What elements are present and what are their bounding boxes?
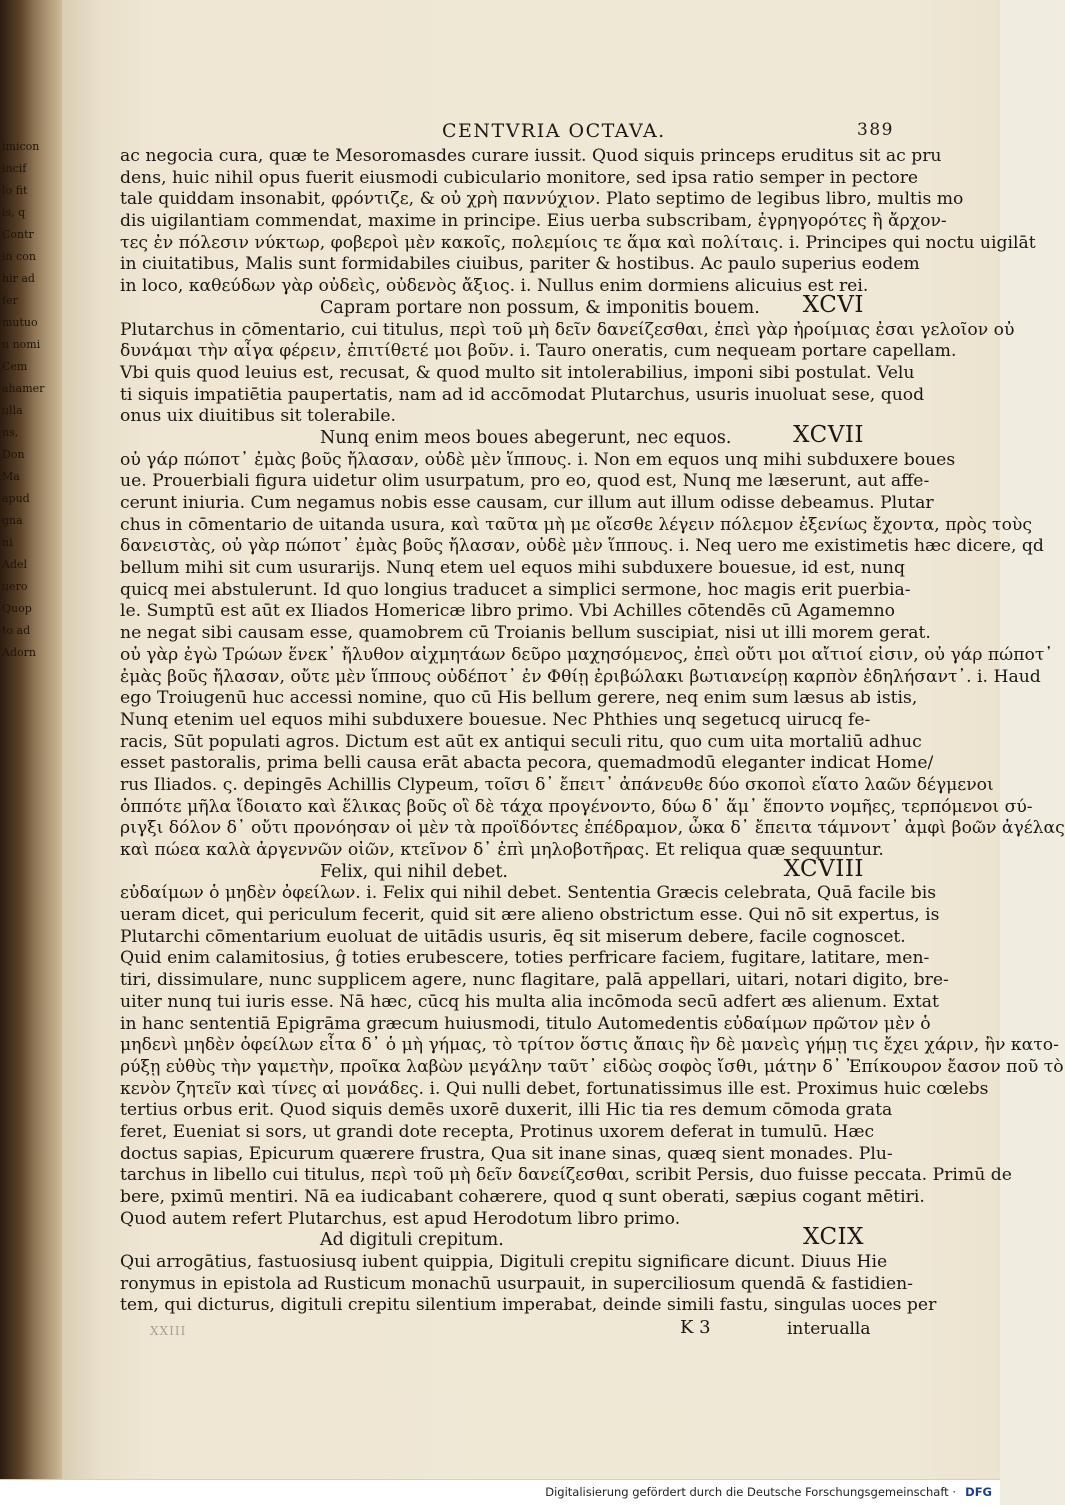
margin-fragment: ns, bbox=[2, 426, 19, 439]
adage-title: Felix, qui nihil debet. bbox=[320, 861, 508, 882]
catchword: interualla bbox=[787, 1319, 871, 1340]
running-head bbox=[442, 120, 922, 142]
section-heading bbox=[120, 291, 864, 320]
margin-fragment: imicon bbox=[2, 140, 40, 153]
text-line: quicq mei abstulerunt. Id quo longius traducet a simplici sermone, hoc magis erit puerbia- bbox=[120, 579, 911, 600]
margin-fragment: fer bbox=[2, 294, 18, 307]
text-line: tem, qui dicturus, digituli crepitu silentium imperabat, deinde simili fastu, singulas uoces per bbox=[120, 1295, 937, 1316]
adage-number: XCIX bbox=[802, 1224, 864, 1251]
adage-number: XCVII bbox=[793, 421, 864, 448]
text-line: tiri, dissimulare, nunc supplicem agere, nunc flagitare, palā appellari, uitari, notari digito, bre- bbox=[120, 970, 949, 991]
adage-title: Capram portare non possum, & imponitis bouem. bbox=[320, 297, 760, 318]
running-head-title: CENTVRIA OCTAVA. bbox=[442, 120, 666, 142]
margin-fragment: Ma bbox=[2, 470, 20, 483]
text-line: in loco, καθεύδων γὰρ οὐδεὶς, οὐδενὸς ἄξιος. i. Nullus enim dormiens alicuius est rei. bbox=[120, 276, 869, 297]
text-line: ue. Prouerbiali figura uidetur olim usurpatum, pro eo, quod est, Nunq me læserunt, aut affe- bbox=[120, 471, 930, 492]
footer-bar bbox=[0, 1479, 1000, 1505]
margin-fragment: Quop bbox=[2, 602, 32, 615]
text-line: ego Troiugenū huc accessi nomine, quo cū His bellum gerere, neq enim sum læsus ab istis, bbox=[120, 688, 918, 709]
text-line: δυνάμαι τὴν αἶγα φέρειν, ἐπιτίθετέ μοι βοῦν. i. Tauro oneratis, cum nequeam portare capellam. bbox=[120, 341, 957, 362]
text-line: οὐ γὰρ ἐγὼ Τρώων ἕνεκ᾽ ἤλυθον αἰχμητάων δεῦρο μαχησόμενος, ἐπεὶ οὔτι μοι αἴτιοί εἰσιν, οὐ γάρ πώποτ᾽ bbox=[120, 644, 1053, 665]
margin-fragment: is, q bbox=[2, 206, 26, 219]
section-heading bbox=[120, 421, 864, 450]
folio-number: 389 bbox=[857, 120, 894, 140]
margin-fragment: in con bbox=[2, 250, 36, 263]
text-line: ne negat sibi causam esse, quamobrem cū Troianis bellum suscipiat, nisi ut illi morem gerat. bbox=[120, 623, 931, 644]
margin-fragment: apud bbox=[2, 492, 30, 505]
section-heading bbox=[120, 855, 864, 884]
signature-mark: K 3 bbox=[680, 1317, 711, 1339]
margin-fragment: ni bbox=[2, 536, 13, 549]
margin-fragment: Cem bbox=[2, 360, 28, 373]
margin-fragment: ahamer bbox=[2, 382, 45, 395]
book-page bbox=[62, 0, 1065, 1480]
text-line: μηδενὶ μηδὲν ὀφείλων εἶτα δ᾽ ὁ μὴ γήμας, τὸ τρίτον ὅστις ἄπαις ἢν δὲ μανεὶς γήμῃ τις ἔχει χάριν, ἢν κατο- bbox=[120, 1035, 1059, 1056]
text-line: rus Iliados. ς. depingēs Achillis Clypeum, τοῖσι δ᾽ ἔπειτ᾽ ἀπάνευθε δύο σκοποὶ εἵατο λαῶν δέγμενοι bbox=[120, 774, 994, 795]
adage-title: Ad digituli crepitum. bbox=[320, 1230, 504, 1251]
text-line: ρύξῃ εὐθὺς τὴν γαμετὴν, προῖκα λαβὼν μεγάλην ταῦτ᾽ εἰδὼς σοφὸς ἴσθι, μάτην δ᾽ Ἐπίκουρον ἔασον ποῦ τὸ bbox=[120, 1056, 1064, 1077]
text-line: in ciuitatibus, Malis sunt formidabiles ciuibus, pariter & hostibus. Ac paulo superius eodem bbox=[120, 254, 920, 275]
margin-fragment: gna bbox=[2, 514, 23, 527]
text-line: κενὸν ζητεῖν καὶ τίνες αἱ μονάδες. i. Qui nulli debet, fortunatissimus ille est. Proximus huic cœlebs bbox=[120, 1078, 989, 1099]
margin-fragment: u nomi bbox=[2, 338, 41, 351]
text-line: esset pastoralis, prima belli causa erāt abacta pecora, quemadmodū eleganter indicat Home/ bbox=[120, 753, 934, 774]
adage-number: XCVIII bbox=[783, 855, 864, 882]
margin-fragment: ulla bbox=[2, 404, 23, 417]
margin-fragment: Adel bbox=[2, 558, 28, 571]
text-line: dens, huic nihil opus fuerit eiusmodi cubiculario monitore, sed ipsa ratio semper in pectore bbox=[120, 167, 919, 188]
text-line: δανειστὰς, οὐ γὰρ πώποτ᾽ ἐμὰς βοῦς ἤλασαν, οὐδὲ μὲν ἵππους. i. Neq uero me existimetis hæc dicere, qd bbox=[120, 536, 1044, 557]
text-block bbox=[120, 146, 1065, 1343]
text-line: Quid enim calamitosius, ĝ toties erubescere, toties perfricare faciem, fugitare, latitare, men- bbox=[120, 948, 930, 969]
text-line: ronymus in epistola ad Rusticum monachū usurpauit, in superciliosum quendā & fastidien- bbox=[120, 1273, 913, 1294]
margin-fragment: lo fit bbox=[2, 184, 28, 197]
text-line: ἐμὰς βοῦς ἤλασαν, οὔτε μὲν ἵππους οὐδέποτ᾽ ἐν Φθίῃ ἐριβώλακι βωτιανείρῃ καρπὸν ἐδηλήσαντ᾽. i. Haud bbox=[120, 666, 1041, 687]
text-line: uiter nunq tui iuris esse. Nā hæc, cūcq his multa alia incōmoda secū adfert æs alienum. Extat bbox=[120, 991, 939, 1012]
signature-row bbox=[120, 1317, 871, 1343]
adage-number: XCVI bbox=[802, 291, 864, 318]
text-line: chus in cōmentario de uitanda usura, καὶ ταῦτα μὴ με οἴεσθε λέγειν πόλεμον ἐξενίως ἔχοντα, πρὸς τοὺς bbox=[120, 514, 1032, 535]
text-line: εὐδαίμων ὁ μηδὲν ὀφείλων. i. Felix qui nihil debet. Sententia Græcis celebrata, Quā facile bis bbox=[120, 883, 937, 904]
margin-fragment: Contr bbox=[2, 228, 34, 241]
margin-fragment: Don bbox=[2, 448, 25, 461]
text-line: οὐ γάρ πώποτ᾽ ἐμὰς βοῦς ἤλασαν, οὐδὲ μὲν ἵππους. i. Non em equos unq mihi subduxere boues bbox=[120, 449, 956, 470]
text-line: Nunq etenim uel equos mihi subduxere bouesue. Nec Phthies unq segetucq uirucq fe- bbox=[120, 709, 871, 730]
text-line: onus uix diuitibus sit tolerabile. bbox=[120, 406, 397, 427]
text-line: Vbi quis quod leuius est, recusat, & quod multo sit intolerabilius, imponi sibi postulat. Velu bbox=[120, 362, 915, 383]
section-heading bbox=[120, 1224, 864, 1252]
text-line: in hanc sententiā Epigrāma græcum huiusmodi, titulo Automedentis εὐδαίμων πρῶτον μὲν ὁ bbox=[120, 1013, 931, 1034]
margin-fragment: to ad bbox=[2, 624, 31, 637]
margin-fragment: mutuo bbox=[2, 316, 38, 329]
text-line: Plutarchus in cōmentario, cui titulus, περὶ τοῦ μὴ δεῖν δανείζεσθαι, ἐπεὶ γὰρ ἠροίμιας ἐσαι γελοῖον οὐ bbox=[120, 319, 1015, 340]
text-line: Quod autem refert Plutarchus, est apud Herodotum libro primo. bbox=[120, 1208, 681, 1229]
text-line: καὶ πώεα καλὰ ἀργεννῶν οἰῶν, κτεῖνον δ᾽ ἐπὶ μηλοβοτῆρας. Et reliqua quæ sequuntur. bbox=[120, 840, 884, 860]
library-stamp: XXIII bbox=[150, 1324, 187, 1339]
text-line: Plutarchi cōmentarium euoluat de uitādis usuris, ēq sit miserum debere, facile cognoscet. bbox=[120, 926, 906, 947]
margin-fragment: uero bbox=[2, 580, 28, 593]
dfg-logo[interactable]: DFG bbox=[965, 1485, 992, 1499]
text-line: doctus sapias, Epicurum quærere frustra, Qua sit inane sinas, quæq sient monades. Plu- bbox=[120, 1143, 893, 1164]
margin-fragment: Adorn bbox=[2, 646, 36, 659]
text-line: ueram dicet, qui periculum fecerit, quid sit ære alieno obstrictum esse. Qui nō sit expertus, is bbox=[120, 905, 940, 926]
text-line: tertius orbus erit. Quod siquis demēs uxorē duxerit, illi Hic tia res demum cōmoda grata bbox=[120, 1100, 893, 1121]
text-line: ti siquis impatiētia paupertatis, nam ad id accōmodat Plutarchus, usuris inuoluat sese, quod bbox=[120, 384, 925, 405]
text-line: cerunt iniuria. Cum negamus nobis esse causam, cur illum aut illum odisse debeamus. Plutar bbox=[120, 493, 934, 513]
text-line: Qui arrogātius, fastuosiusq iubent quippia, Digituli crepitu significare dicunt. Diuus Hie bbox=[120, 1252, 888, 1273]
text-line: feret, Eueniat si sors, ut grandi dote recepta, Protinus uxorem deferat in tumulū. Hæc bbox=[120, 1121, 875, 1142]
text-line: tarchus in libello cui titulus, περὶ τοῦ μὴ δεῖν δανείζεσθαι, scribit Persis, duo fuisse peccata. Primū de bbox=[120, 1165, 1012, 1186]
text-line: racis, Sūt populati agros. Dictum est aūt ex antiqui seculi ritu, quo cum uita mortaliū adhuc bbox=[120, 731, 922, 752]
margin-fragment: hir ad bbox=[2, 272, 35, 285]
text-line: τες ἐν πόλεσιν νύκτωρ, φοβεροὶ μὲν κακοῖς, πολεμίοις τε ἅμα καὶ πολίταις. i. Principes qui noctu uigilāt bbox=[120, 232, 1036, 253]
text-line: ac negocia cura, quæ te Mesoromasdes curare iussit. Quod siquis princeps eruditus sit ac pru bbox=[120, 146, 942, 166]
text-line: ὁππότε μῆλα ἴδοιατο καὶ ἕλικας βοῦς οἳ δὲ τάχα προγένοντο, δύω δ᾽ ἅμ᾽ ἕποντο νομῆες, τερπόμενοι σύ- bbox=[120, 796, 1033, 817]
previous-page-edge bbox=[0, 0, 45, 1480]
text-line: dis uigilantiam commendat, maxime in principe. Eius uerba subscribam, ἐγρηγορότες ἢ ἄρχον- bbox=[120, 211, 947, 232]
text-line: le. Sumptū est aūt ex Iliados Homericæ libro primo. Vbi Achilles cōtendēs cū Agamemno bbox=[120, 601, 896, 622]
text-line: bere, pximū mentiri. Nā ea iudicabant cohærere, quod q sunt oberati, sæpius cogant mētiri. bbox=[120, 1187, 925, 1207]
funding-credit: Digitalisierung gefördert durch die Deutsche Forschungsgemeinschaft · bbox=[545, 1485, 956, 1499]
text-line: tale quiddam insonabit, φρόντιζε, & οὐ χρὴ παννύχιον. Plato septimo de legibus libro, multis mo bbox=[120, 189, 964, 210]
margin-fragment: incif bbox=[2, 162, 27, 175]
text-line: bellum mihi sit cum usurarijs. Nunq etem uel equos mihi subduxere bouesue, id est, nunq bbox=[120, 558, 905, 579]
adage-title: Nunq enim meos boues abegerunt, nec equos. bbox=[320, 427, 732, 448]
text-line: ριγξι δόλον δ᾽ οὔτι προνόησαν οἱ μὲν τὰ προϊδόντες ἐπέδραμον, ὦκα δ᾽ ἔπειτα τάμνοντ᾽ ἀμφὶ βοῶν ἀγέλας bbox=[120, 818, 1065, 839]
